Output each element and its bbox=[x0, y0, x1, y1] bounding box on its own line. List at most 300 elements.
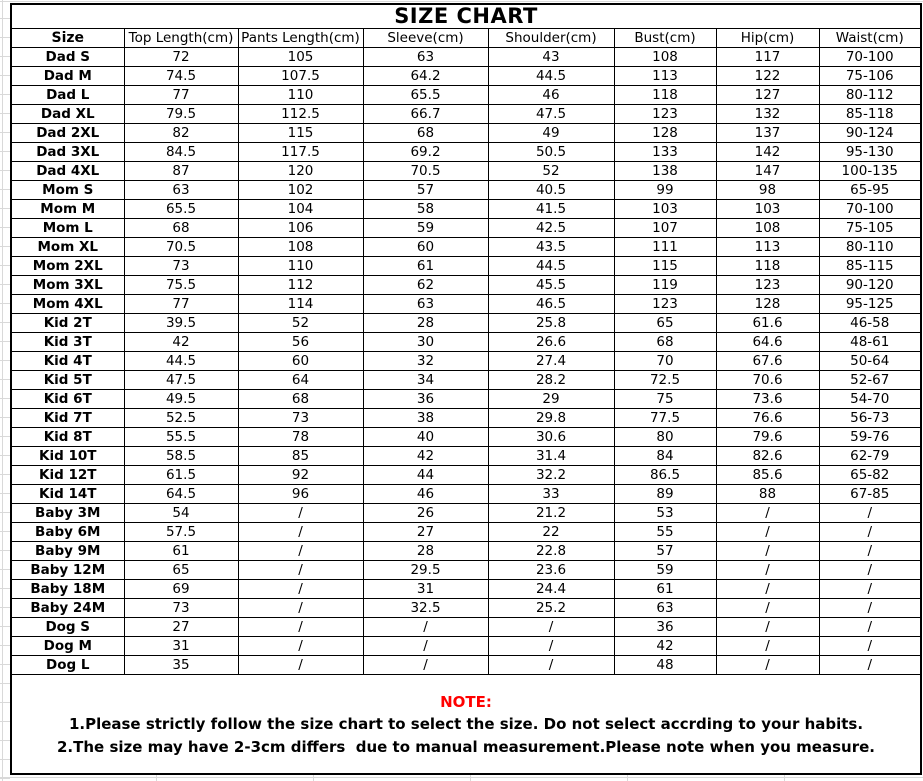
value-cell: 48-61 bbox=[819, 333, 921, 352]
value-cell: 110 bbox=[238, 257, 363, 276]
value-cell: / bbox=[819, 561, 921, 580]
value-cell: / bbox=[363, 637, 488, 656]
value-cell: 70.5 bbox=[124, 238, 238, 257]
value-cell: 46 bbox=[363, 485, 488, 504]
value-cell: 52 bbox=[238, 314, 363, 333]
table-row bbox=[11, 637, 921, 656]
column-header: Shoulder(cm) bbox=[488, 29, 614, 48]
note-heading: NOTE: bbox=[440, 693, 492, 711]
value-cell: 123 bbox=[614, 295, 716, 314]
size-label-cell: Kid 14T bbox=[11, 485, 124, 504]
table-row bbox=[11, 124, 921, 143]
value-cell: 49 bbox=[488, 124, 614, 143]
value-cell: 73 bbox=[238, 409, 363, 428]
table-row bbox=[11, 200, 921, 219]
value-cell: 62 bbox=[363, 276, 488, 295]
value-cell: / bbox=[716, 656, 819, 675]
size-label-cell: Baby 12M bbox=[11, 561, 124, 580]
value-cell: 114 bbox=[238, 295, 363, 314]
value-cell: 28 bbox=[363, 314, 488, 333]
value-cell: 44.5 bbox=[488, 257, 614, 276]
note-row bbox=[11, 675, 921, 775]
spreadsheet-gridline-top bbox=[0, 1, 923, 2]
value-cell: / bbox=[716, 542, 819, 561]
value-cell: 48 bbox=[614, 656, 716, 675]
value-cell: 88 bbox=[716, 485, 819, 504]
value-cell: 82 bbox=[124, 124, 238, 143]
value-cell: 42.5 bbox=[488, 219, 614, 238]
value-cell: 112.5 bbox=[238, 105, 363, 124]
size-label-cell: Baby 18M bbox=[11, 580, 124, 599]
value-cell: 137 bbox=[716, 124, 819, 143]
value-cell: / bbox=[716, 618, 819, 637]
value-cell: 63 bbox=[363, 295, 488, 314]
value-cell: 33 bbox=[488, 485, 614, 504]
value-cell: 50-64 bbox=[819, 352, 921, 371]
value-cell: 54-70 bbox=[819, 390, 921, 409]
value-cell: 27 bbox=[124, 618, 238, 637]
value-cell: 57.5 bbox=[124, 523, 238, 542]
value-cell: / bbox=[716, 637, 819, 656]
value-cell: 64 bbox=[238, 371, 363, 390]
value-cell: 98 bbox=[716, 181, 819, 200]
table-row bbox=[11, 618, 921, 637]
value-cell: / bbox=[716, 504, 819, 523]
size-label-cell: Kid 2T bbox=[11, 314, 124, 333]
size-label-cell: Baby 24M bbox=[11, 599, 124, 618]
value-cell: / bbox=[716, 599, 819, 618]
value-cell: 103 bbox=[716, 200, 819, 219]
size-label-cell: Mom 3XL bbox=[11, 276, 124, 295]
value-cell: 27.4 bbox=[488, 352, 614, 371]
value-cell: 122 bbox=[716, 67, 819, 86]
value-cell: 115 bbox=[614, 257, 716, 276]
value-cell: 65 bbox=[124, 561, 238, 580]
value-cell: 105 bbox=[238, 48, 363, 67]
value-cell: 50.5 bbox=[488, 143, 614, 162]
size-label-cell: Mom 2XL bbox=[11, 257, 124, 276]
value-cell: 61 bbox=[363, 257, 488, 276]
column-header: Pants Length(cm) bbox=[238, 29, 363, 48]
value-cell: 32.2 bbox=[488, 466, 614, 485]
value-cell: 86.5 bbox=[614, 466, 716, 485]
value-cell: / bbox=[238, 637, 363, 656]
value-cell: 76.6 bbox=[716, 409, 819, 428]
size-label-cell: Kid 12T bbox=[11, 466, 124, 485]
value-cell: 38 bbox=[363, 409, 488, 428]
value-cell: 74.5 bbox=[124, 67, 238, 86]
table-row bbox=[11, 599, 921, 618]
value-cell: 67.6 bbox=[716, 352, 819, 371]
value-cell: 58.5 bbox=[124, 447, 238, 466]
value-cell: 77.5 bbox=[614, 409, 716, 428]
size-label-cell: Dad 4XL bbox=[11, 162, 124, 181]
table-row bbox=[11, 67, 921, 86]
value-cell: 118 bbox=[716, 257, 819, 276]
value-cell: 29.8 bbox=[488, 409, 614, 428]
column-header: Hip(cm) bbox=[716, 29, 819, 48]
table-row bbox=[11, 504, 921, 523]
value-cell: 104 bbox=[238, 200, 363, 219]
value-cell: 92 bbox=[238, 466, 363, 485]
size-label-cell: Dog M bbox=[11, 637, 124, 656]
value-cell: 85-118 bbox=[819, 105, 921, 124]
value-cell: 127 bbox=[716, 86, 819, 105]
value-cell: 61.6 bbox=[716, 314, 819, 333]
value-cell: 96 bbox=[238, 485, 363, 504]
value-cell: / bbox=[716, 523, 819, 542]
value-cell: 115 bbox=[238, 124, 363, 143]
value-cell: 107.5 bbox=[238, 67, 363, 86]
value-cell: 28 bbox=[363, 542, 488, 561]
value-cell: 73 bbox=[124, 257, 238, 276]
value-cell: 78 bbox=[238, 428, 363, 447]
value-cell: 29.5 bbox=[363, 561, 488, 580]
value-cell: 138 bbox=[614, 162, 716, 181]
value-cell: 73 bbox=[124, 599, 238, 618]
value-cell: 68 bbox=[238, 390, 363, 409]
value-cell: 102 bbox=[238, 181, 363, 200]
value-cell: 23.6 bbox=[488, 561, 614, 580]
value-cell: 29 bbox=[488, 390, 614, 409]
size-label-cell: Baby 3M bbox=[11, 504, 124, 523]
value-cell: 65.5 bbox=[124, 200, 238, 219]
table-row bbox=[11, 485, 921, 504]
value-cell: / bbox=[716, 580, 819, 599]
value-cell: 99 bbox=[614, 181, 716, 200]
size-label-cell: Mom M bbox=[11, 200, 124, 219]
value-cell: 36 bbox=[614, 618, 716, 637]
size-label-cell: Dad S bbox=[11, 48, 124, 67]
title-row bbox=[11, 4, 921, 29]
value-cell: 47.5 bbox=[488, 105, 614, 124]
value-cell: 57 bbox=[363, 181, 488, 200]
column-header-size: Size bbox=[11, 29, 124, 48]
value-cell: 46.5 bbox=[488, 295, 614, 314]
size-label-cell: Dad 2XL bbox=[11, 124, 124, 143]
value-cell: 59 bbox=[363, 219, 488, 238]
value-cell: 85.6 bbox=[716, 466, 819, 485]
size-label-cell: Mom XL bbox=[11, 238, 124, 257]
value-cell: 87 bbox=[124, 162, 238, 181]
value-cell: / bbox=[238, 580, 363, 599]
value-cell: 69.2 bbox=[363, 143, 488, 162]
value-cell: 59-76 bbox=[819, 428, 921, 447]
value-cell: / bbox=[238, 561, 363, 580]
value-cell: / bbox=[716, 561, 819, 580]
value-cell: 75-105 bbox=[819, 219, 921, 238]
value-cell: 68 bbox=[363, 124, 488, 143]
value-cell: 31 bbox=[363, 580, 488, 599]
value-cell: 75 bbox=[614, 390, 716, 409]
value-cell: / bbox=[819, 599, 921, 618]
value-cell: 24.4 bbox=[488, 580, 614, 599]
size-label-cell: Dad M bbox=[11, 67, 124, 86]
value-cell: 103 bbox=[614, 200, 716, 219]
value-cell: 46 bbox=[488, 86, 614, 105]
value-cell: 45.5 bbox=[488, 276, 614, 295]
value-cell: 75.5 bbox=[124, 276, 238, 295]
value-cell: 70.6 bbox=[716, 371, 819, 390]
value-cell: 61 bbox=[614, 580, 716, 599]
table-row bbox=[11, 523, 921, 542]
value-cell: 27 bbox=[363, 523, 488, 542]
value-cell: 111 bbox=[614, 238, 716, 257]
value-cell: 107 bbox=[614, 219, 716, 238]
value-cell: 89 bbox=[614, 485, 716, 504]
value-cell: 85-115 bbox=[819, 257, 921, 276]
value-cell: 106 bbox=[238, 219, 363, 238]
value-cell: 65-82 bbox=[819, 466, 921, 485]
value-cell: 26 bbox=[363, 504, 488, 523]
value-cell: 70 bbox=[614, 352, 716, 371]
value-cell: 65.5 bbox=[363, 86, 488, 105]
value-cell: 61 bbox=[124, 542, 238, 561]
value-cell: 44 bbox=[363, 466, 488, 485]
table-row bbox=[11, 333, 921, 352]
value-cell: 62-79 bbox=[819, 447, 921, 466]
value-cell: 100-135 bbox=[819, 162, 921, 181]
value-cell: 22.8 bbox=[488, 542, 614, 561]
value-cell: 46-58 bbox=[819, 314, 921, 333]
value-cell: 32.5 bbox=[363, 599, 488, 618]
value-cell: 75-106 bbox=[819, 67, 921, 86]
size-label-cell: Baby 6M bbox=[11, 523, 124, 542]
value-cell: 66.7 bbox=[363, 105, 488, 124]
value-cell: 90-124 bbox=[819, 124, 921, 143]
value-cell: 95-125 bbox=[819, 295, 921, 314]
value-cell: 63 bbox=[614, 599, 716, 618]
table-row bbox=[11, 314, 921, 333]
table-row bbox=[11, 409, 921, 428]
size-chart-table bbox=[10, 3, 922, 775]
value-cell: 25.2 bbox=[488, 599, 614, 618]
value-cell: 90-120 bbox=[819, 276, 921, 295]
value-cell: 35 bbox=[124, 656, 238, 675]
value-cell: 80 bbox=[614, 428, 716, 447]
value-cell: 40.5 bbox=[488, 181, 614, 200]
value-cell: 56 bbox=[238, 333, 363, 352]
value-cell: 70.5 bbox=[363, 162, 488, 181]
value-cell: 79.6 bbox=[716, 428, 819, 447]
size-label-cell: Kid 8T bbox=[11, 428, 124, 447]
value-cell: 52 bbox=[488, 162, 614, 181]
value-cell: 26.6 bbox=[488, 333, 614, 352]
value-cell: 113 bbox=[614, 67, 716, 86]
table-body bbox=[11, 48, 921, 675]
value-cell: 120 bbox=[238, 162, 363, 181]
value-cell: 67-85 bbox=[819, 485, 921, 504]
value-cell: 68 bbox=[614, 333, 716, 352]
value-cell: 55.5 bbox=[124, 428, 238, 447]
value-cell: 42 bbox=[614, 637, 716, 656]
value-cell: 54 bbox=[124, 504, 238, 523]
value-cell: 43 bbox=[488, 48, 614, 67]
value-cell: / bbox=[238, 618, 363, 637]
value-cell: 108 bbox=[614, 48, 716, 67]
table-row bbox=[11, 238, 921, 257]
value-cell: 25.8 bbox=[488, 314, 614, 333]
column-header: Bust(cm) bbox=[614, 29, 716, 48]
value-cell: 42 bbox=[124, 333, 238, 352]
value-cell: 60 bbox=[363, 238, 488, 257]
size-label-cell: Mom 4XL bbox=[11, 295, 124, 314]
value-cell: 57 bbox=[614, 542, 716, 561]
table-row bbox=[11, 181, 921, 200]
value-cell: 52.5 bbox=[124, 409, 238, 428]
size-label-cell: Baby 9M bbox=[11, 542, 124, 561]
value-cell: / bbox=[238, 504, 363, 523]
spreadsheet-gridline-vertical bbox=[2, 0, 3, 781]
value-cell: / bbox=[363, 656, 488, 675]
value-cell: / bbox=[819, 504, 921, 523]
value-cell: 65-95 bbox=[819, 181, 921, 200]
value-cell: 36 bbox=[363, 390, 488, 409]
value-cell: / bbox=[238, 542, 363, 561]
value-cell: 70-100 bbox=[819, 200, 921, 219]
value-cell: / bbox=[488, 656, 614, 675]
value-cell: 118 bbox=[614, 86, 716, 105]
value-cell: 95-130 bbox=[819, 143, 921, 162]
size-label-cell: Dad L bbox=[11, 86, 124, 105]
value-cell: 56-73 bbox=[819, 409, 921, 428]
table-row bbox=[11, 86, 921, 105]
value-cell: 69 bbox=[124, 580, 238, 599]
value-cell: 49.5 bbox=[124, 390, 238, 409]
note-cell bbox=[11, 675, 921, 775]
size-label-cell: Kid 10T bbox=[11, 447, 124, 466]
value-cell: 44.5 bbox=[124, 352, 238, 371]
value-cell: 112 bbox=[238, 276, 363, 295]
value-cell: 128 bbox=[614, 124, 716, 143]
value-cell: 80-110 bbox=[819, 238, 921, 257]
value-cell: 61.5 bbox=[124, 466, 238, 485]
value-cell: 21.2 bbox=[488, 504, 614, 523]
value-cell: 128 bbox=[716, 295, 819, 314]
size-label-cell: Kid 7T bbox=[11, 409, 124, 428]
value-cell: / bbox=[819, 542, 921, 561]
table-row bbox=[11, 580, 921, 599]
table-row bbox=[11, 428, 921, 447]
size-label-cell: Dad 3XL bbox=[11, 143, 124, 162]
value-cell: 64.2 bbox=[363, 67, 488, 86]
size-label-cell: Dad XL bbox=[11, 105, 124, 124]
value-cell: 58 bbox=[363, 200, 488, 219]
table-row bbox=[11, 276, 921, 295]
value-cell: 55 bbox=[614, 523, 716, 542]
value-cell: 63 bbox=[363, 48, 488, 67]
size-label-cell: Kid 3T bbox=[11, 333, 124, 352]
value-cell: / bbox=[238, 656, 363, 675]
value-cell: 30 bbox=[363, 333, 488, 352]
value-cell: 108 bbox=[238, 238, 363, 257]
table-row bbox=[11, 295, 921, 314]
value-cell: 28.2 bbox=[488, 371, 614, 390]
value-cell: 132 bbox=[716, 105, 819, 124]
value-cell: 113 bbox=[716, 238, 819, 257]
size-label-cell: Mom S bbox=[11, 181, 124, 200]
value-cell: / bbox=[488, 618, 614, 637]
value-cell: 82.6 bbox=[716, 447, 819, 466]
value-cell: / bbox=[363, 618, 488, 637]
value-cell: 133 bbox=[614, 143, 716, 162]
table-row bbox=[11, 257, 921, 276]
table-row bbox=[11, 219, 921, 238]
value-cell: 68 bbox=[124, 219, 238, 238]
value-cell: 84.5 bbox=[124, 143, 238, 162]
table-row bbox=[11, 143, 921, 162]
table-row bbox=[11, 105, 921, 124]
value-cell: 77 bbox=[124, 295, 238, 314]
size-label-cell: Mom L bbox=[11, 219, 124, 238]
value-cell: / bbox=[238, 523, 363, 542]
table-row bbox=[11, 542, 921, 561]
table-row bbox=[11, 561, 921, 580]
note-block bbox=[12, 689, 920, 759]
table-row bbox=[11, 656, 921, 675]
value-cell: 60 bbox=[238, 352, 363, 371]
value-cell: 43.5 bbox=[488, 238, 614, 257]
table-row bbox=[11, 447, 921, 466]
value-cell: 72 bbox=[124, 48, 238, 67]
table-row bbox=[11, 352, 921, 371]
table-row bbox=[11, 162, 921, 181]
size-label-cell: Dog S bbox=[11, 618, 124, 637]
value-cell: 31 bbox=[124, 637, 238, 656]
value-cell: 44.5 bbox=[488, 67, 614, 86]
value-cell: 119 bbox=[614, 276, 716, 295]
header-row bbox=[11, 29, 921, 48]
value-cell: 64.5 bbox=[124, 485, 238, 504]
page-title: SIZE CHART bbox=[11, 4, 921, 29]
value-cell: / bbox=[238, 599, 363, 618]
value-cell: / bbox=[819, 618, 921, 637]
value-cell: 84 bbox=[614, 447, 716, 466]
value-cell: 34 bbox=[363, 371, 488, 390]
value-cell: 40 bbox=[363, 428, 488, 447]
table-row bbox=[11, 48, 921, 67]
value-cell: 72.5 bbox=[614, 371, 716, 390]
note-line-2: 2.The size may have 2-3cm differs due to manual measurement.Please note when you measure. bbox=[57, 738, 875, 756]
table-row bbox=[11, 466, 921, 485]
value-cell: 63 bbox=[124, 181, 238, 200]
value-cell: 73.6 bbox=[716, 390, 819, 409]
value-cell: 79.5 bbox=[124, 105, 238, 124]
value-cell: 110 bbox=[238, 86, 363, 105]
column-header: Sleeve(cm) bbox=[363, 29, 488, 48]
value-cell: 32 bbox=[363, 352, 488, 371]
value-cell: 147 bbox=[716, 162, 819, 181]
size-label-cell: Kid 4T bbox=[11, 352, 124, 371]
value-cell: 85 bbox=[238, 447, 363, 466]
value-cell: 31.4 bbox=[488, 447, 614, 466]
table-row bbox=[11, 371, 921, 390]
value-cell: 47.5 bbox=[124, 371, 238, 390]
value-cell: / bbox=[819, 580, 921, 599]
value-cell: / bbox=[819, 656, 921, 675]
value-cell: 22 bbox=[488, 523, 614, 542]
column-header: Top Length(cm) bbox=[124, 29, 238, 48]
value-cell: / bbox=[819, 637, 921, 656]
column-header: Waist(cm) bbox=[819, 29, 921, 48]
value-cell: 42 bbox=[363, 447, 488, 466]
value-cell: 142 bbox=[716, 143, 819, 162]
value-cell: 80-112 bbox=[819, 86, 921, 105]
value-cell: 52-67 bbox=[819, 371, 921, 390]
value-cell: 77 bbox=[124, 86, 238, 105]
value-cell: 30.6 bbox=[488, 428, 614, 447]
value-cell: 59 bbox=[614, 561, 716, 580]
